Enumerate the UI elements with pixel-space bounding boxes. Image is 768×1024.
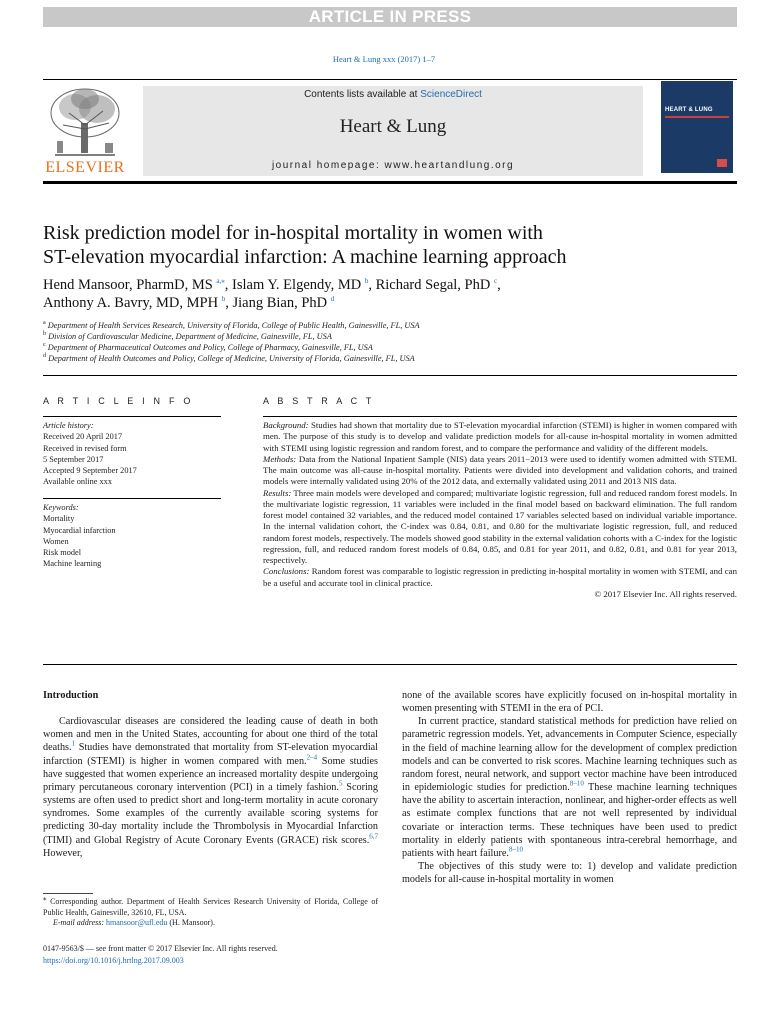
- body-left-column: [43, 689, 378, 860]
- cover-title: HEART & LUNG: [665, 107, 713, 113]
- journal-homepage[interactable]: journal homepage: www.heartandlung.org: [271, 160, 515, 171]
- journal-name: Heart & Lung: [339, 116, 447, 137]
- author-name: Hend Mansoor, PharmD, MS: [43, 277, 213, 293]
- issn-line: 0147-9563/$ — see front matter © 2017 Elsevier Inc. All rights reserved.: [43, 944, 278, 953]
- body-paragraph: Cardiovascular diseases are considered the leading cause of death in both women and men in the United States, accounting for about one third of the total deaths.$^1$ Studies have demonstrated that mortality from ST-elevation myocardial infarction (STEMI) is higher in women compared with men.$^{2-4}$ Some studies have suggested that women experience an increased mortality despite undergoing primary percutaneous coronary intervention (PCI) in a timely fashion.$^5$ Scoring systems are often used to predict short and long-term mortality in acute coronary syndromes. Some examples of the currently available scoring systems for predicting 30-day mortality include the Thrombolysis in Myocardial Infarction (TIMI) and Global Registry of Acute Coronary Events (GRACE) risk scores.$^{6,7}$ However,: [43, 716, 379, 859]
- abstract-conclusions: Conclusions: Random forest was comparable to logistic regression in predicting in-hospital mortality in women with STEMI, and can be a useful and accurate tool in clinical practice.: [263, 566, 737, 588]
- keyword-item: Mortality: [43, 514, 75, 524]
- author-email-link[interactable]: hmansoor@ufl.edu: [106, 918, 168, 927]
- author-name: Islam Y. Elgendy, MD: [232, 277, 362, 293]
- cover-badge-icon: [717, 159, 727, 167]
- body-paragraph: In current practice, standard statistical methods for prediction have relied on parametric regression models. Yet, advancements in Computer Science, especially in the field of machine learning allow for the development of complex prediction models and can be converted to risk scores. Machine learning techniques such as random forest, neural network, and support vector machine have been introduced in epidemiologic studies for prediction.$^{8-10}$ These machine learning techniques have the ability to ascertain interaction, nonlinear, and higher-order effects as well as estimate complex functions that are not well represented by individual covariate or interaction terms. These techniques have been used to predict mortality in elderly patients with spontaneous intra-cerebral hemorrhage, and patients with heart failure.$^{8-10}$: [402, 716, 738, 859]
- body-right-column: [402, 689, 737, 886]
- keywords-rule: [43, 498, 221, 499]
- title-separator-rule: [43, 375, 737, 376]
- abstract-bottom-rule: [43, 664, 737, 665]
- elsevier-wordmark: ELSEVIER: [45, 159, 125, 176]
- journal-cover-image[interactable]: [661, 81, 733, 173]
- citation-ref[interactable]: 6,7: [369, 832, 378, 841]
- author-name: Richard Segal, PhD: [375, 277, 491, 293]
- author-affil-link[interactable]: a,⁎: [216, 277, 225, 286]
- article-info-heading: A R T I C L E I N F O: [43, 396, 194, 406]
- affiliations: [43, 320, 723, 364]
- contents-line: Contents lists available at ScienceDirect: [304, 89, 482, 100]
- journal-header-box: [143, 86, 643, 176]
- author-name: Jiang Bian, PhD: [232, 295, 328, 311]
- cover-accent-bar: [665, 116, 729, 118]
- elsevier-logo[interactable]: [43, 85, 127, 177]
- abstract-methods: Methods: Data from the National Inpatient Sample (NIS) data years 2011−2013 were used to identify women admitted with STEMI. The main outcome was all-cause in-hospital mortality. Patients were divided into development and validation cohorts, and trained models were internally validated using 20% of the 2012 data, and externally validated using 2011 and 2013 NIS data.: [263, 453, 737, 487]
- author-affil-link[interactable]: d: [330, 295, 335, 304]
- body-paragraph: The objectives of this study were to: 1) develop and validate prediction models for all-cause in-hospital mortality in women: [402, 861, 737, 886]
- citation-ref[interactable]: 5: [338, 779, 343, 788]
- author-list: Hend Mansoor, PharmD, MS $^{a,⁎}$, Islam Y. Elgendy, MD $^b$, Richard Segal, PhD $^c$, Anthony A. Bavry, MD, MPH $^b$, Jiang Bian, PhD $^d$: [43, 277, 501, 311]
- article-history: Article history: Received 20 April 2017 Received in revised form 5 September 2017 Accepted 9 September 2017 Available online xxx: [43, 421, 137, 487]
- affiliation-item: $^d$ Department of Health Outcomes and Policy, College of Medicine, University of Florida, Gainesville, FL, USA: [43, 353, 415, 363]
- abstract-rule: [263, 416, 737, 417]
- article-title: Risk prediction model for in-hospital mortality in women with ST-elevation myocardial infarction: A machine learning approach: [43, 222, 567, 268]
- affiliation-item: $^c$ Department of Pharmaceutical Outcomes and Policy, College of Pharmacy, Gainesville, FL, USA: [43, 342, 373, 352]
- sciencedirect-link[interactable]: ScienceDirect: [420, 89, 482, 100]
- article-in-press-banner: ARTICLE IN PRESS: [43, 7, 737, 27]
- body-paragraph: none of the available scores have explicitly focused on in-hospital mortality in women presenting with STEMI in the era of PCI.: [402, 690, 737, 715]
- abstract-results: Results: Three main models were developed and compared; multivariate logistic regression, full and reduced random forest models. In the multivariate logistic regression, 11 variables were included in the final model based on backward elimination. The full random forest model contained 32 variables, and the reduced model contained 17 variables selected based on individual variable importance. In the internal validation cohort, the C-index was 0.84, 0.81, and 0.80 for the multivariate logistic regression, full, and reduced random forest models, respectively. The models showed good stability in the external validation cohorts with a C-index for the logistic regression, full, and reduced random forest models of 0.84, 0.85, and 0.81 for year 2011, and 0.82, 0.81, and 0.81 for year 2013, respectively.: [263, 487, 737, 565]
- author-name: Anthony A. Bavry, MD, MPH: [43, 295, 219, 311]
- introduction-heading: Introduction: [43, 690, 99, 701]
- affiliation-item: $^b$ Division of Cardiovascular Medicine, Department of Medicine, Gainesville, FL, USA: [43, 331, 332, 341]
- author-affil-link[interactable]: b: [364, 277, 369, 286]
- keywords-list: Keywords: Mortality Myocardial infarction Women Risk model Machine learning: [43, 502, 221, 570]
- keyword-item: Machine learning: [43, 559, 102, 569]
- abstract-body: [263, 420, 737, 600]
- keyword-item: Myocardial infarction: [43, 525, 116, 535]
- citation-ref[interactable]: 1: [71, 740, 76, 749]
- front-matter: [43, 943, 443, 966]
- abstract-heading: A B S T R A C T: [263, 396, 375, 406]
- header-bottom-rule: [43, 181, 737, 184]
- author-affil-link[interactable]: c: [493, 277, 498, 286]
- citation-ref[interactable]: 8–10: [508, 845, 523, 854]
- abstract-background: Background: Studies had shown that mortality due to ST-elevation myocardial infarction (STEMI) is higher in women compared with men. The purpose of this study is to develop and validate prediction models for all-cause in-hospital mortality in women admitted with STEMI using logistic regression and random forest, and to compare the performance and validity of the different models.: [263, 420, 737, 453]
- keyword-item: Women: [43, 536, 69, 546]
- footnote-rule: [43, 893, 93, 894]
- corresponding-author-footnote: ⁎ Corresponding author. Department of Health Services Research University of Florida, College of Public Health, Gainesville, 32610, FL, USA. E-mail address: hmansoor@ufl.edu (H. Mansoor).: [43, 894, 379, 927]
- abstract-copyright: © 2017 Elsevier Inc. All rights reserved.: [594, 588, 737, 599]
- citation-ref[interactable]: 2–4: [306, 753, 318, 762]
- header-top-rule: [43, 79, 737, 80]
- journal-citation[interactable]: Heart & Lung xxx (2017) 1–7: [332, 54, 436, 64]
- keyword-item: Risk model: [43, 548, 82, 558]
- citation-ref[interactable]: 8–10: [569, 779, 584, 788]
- tree-logo-icon: [45, 85, 125, 159]
- affiliation-item: $^a$ Department of Health Services Research, University of Florida, College of Public Health, Gainesville, FL, USA: [43, 320, 420, 330]
- doi-link[interactable]: https://doi.org/10.1016/j.hrtlng.2017.09.003: [43, 955, 184, 965]
- article-info-rule: [43, 416, 221, 417]
- author-affil-link[interactable]: b: [221, 295, 226, 304]
